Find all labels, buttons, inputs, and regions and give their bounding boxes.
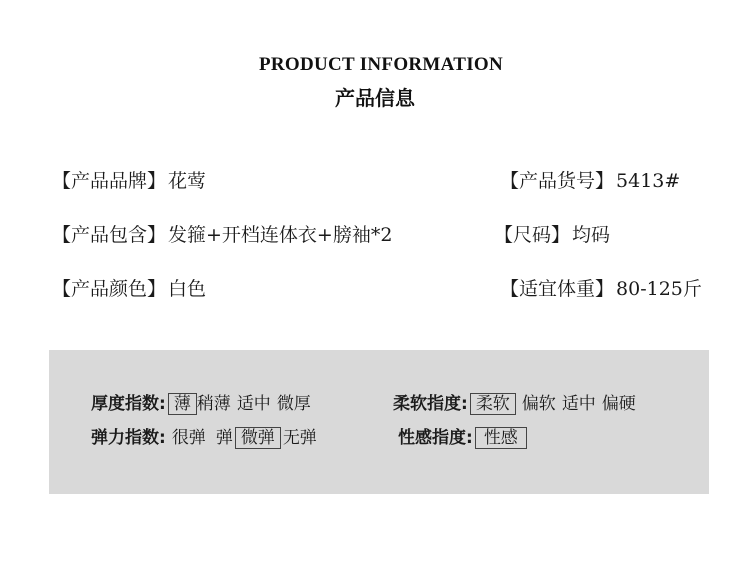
softness-label: 柔软指度: — [393, 394, 468, 414]
sku-field — [500, 166, 680, 193]
softness-option-medium: 适中 — [561, 394, 596, 414]
sexiness-label: 性感指度: — [398, 428, 473, 448]
brand-value: 花莺 — [168, 170, 207, 192]
brand-field — [52, 166, 206, 193]
thickness-option-slightly-thin: 稍薄 — [196, 394, 231, 414]
title-en: PRODUCT INFORMATION — [258, 54, 504, 75]
thickness-option-slightly-thick: 微厚 — [276, 394, 311, 414]
sku-value: 5413# — [616, 170, 681, 192]
contents-field — [52, 220, 392, 247]
softness-option-slightly-hard: 偏硬 — [601, 394, 636, 414]
softness-option-slightly-soft: 偏软 — [521, 394, 556, 414]
thickness-label: 厚度指数: — [91, 394, 166, 414]
weight-value: 80-125斤 — [616, 278, 702, 300]
contents-label: 【产品包含】 — [52, 224, 167, 246]
color-label: 【产品颜色】 — [52, 278, 167, 300]
contents-value: 发箍+开档连体衣+膀袖*2 — [168, 224, 393, 246]
color-field — [52, 274, 206, 301]
elasticity-option-none: 无弹 — [282, 428, 317, 448]
elasticity-label: 弹力指数: — [91, 428, 166, 448]
elasticity-option-very-elastic: 很弹 — [171, 428, 206, 448]
weight-field — [500, 274, 702, 301]
elasticity-index — [91, 423, 317, 449]
size-label: 【尺码】 — [494, 224, 571, 246]
sku-label: 【产品货号】 — [500, 170, 615, 192]
size-value: 均码 — [572, 224, 611, 246]
thickness-index — [91, 389, 311, 415]
elasticity-option-slight: 微弹 — [235, 427, 281, 449]
size-field — [494, 220, 610, 247]
elasticity-option-elastic: 弹 — [215, 428, 233, 448]
title-cn: 产品信息 — [335, 86, 415, 110]
brand-label: 【产品品牌】 — [52, 170, 167, 192]
sexiness-index — [398, 423, 527, 449]
weight-label: 【适宜体重】 — [500, 278, 615, 300]
index-panel — [49, 350, 709, 494]
softness-index — [393, 389, 636, 415]
sexiness-option-sexy: 性感 — [475, 427, 527, 449]
thickness-option-thin: 薄 — [168, 393, 197, 415]
thickness-option-medium: 适中 — [236, 394, 271, 414]
color-value: 白色 — [168, 278, 207, 300]
softness-option-soft: 柔软 — [470, 393, 516, 415]
